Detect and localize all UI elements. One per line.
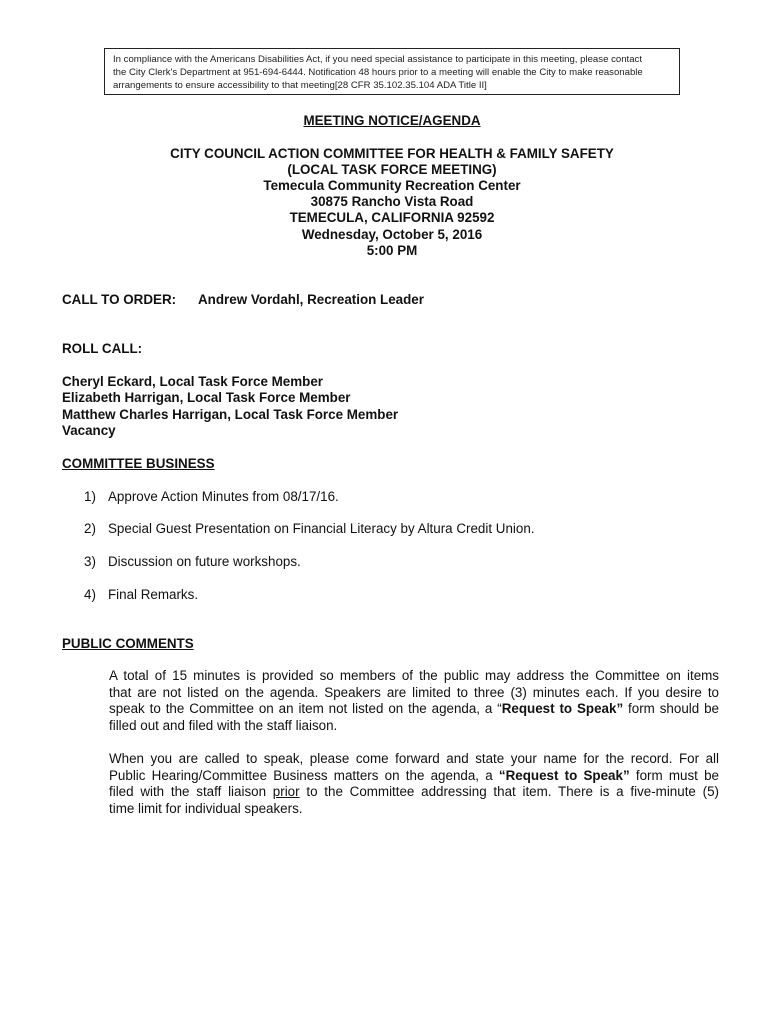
paragraph-text: filed with the staff liaison: [109, 784, 273, 800]
paragraph-text: form should be: [623, 701, 719, 717]
paragraph-line: A total of 15 minutes is provided so members of the public may address the Committee on items: [109, 668, 719, 683]
agenda-item: [84, 587, 198, 602]
agenda-item: [84, 521, 535, 536]
agenda-item: [84, 489, 339, 504]
agenda-item-text: Discussion on future workshops.: [108, 554, 301, 569]
header-line: Wednesday, October 5, 2016: [301, 227, 483, 242]
paragraph-text: to the Committee addressing that item. There is a five-minute (5): [299, 784, 719, 800]
document-title: MEETING NOTICE/AGENDA: [303, 113, 481, 128]
header-line: TEMECULA, CALIFORNIA 92592: [289, 210, 495, 225]
paragraph-line: time limit for individual speakers.: [109, 800, 303, 816]
agenda-item-number: 2): [84, 521, 96, 536]
paragraph-text: form must be: [629, 767, 719, 783]
paragraph-line: [109, 701, 719, 718]
ada-notice-line: arrangements to ensure accessibility to that meeting[28 CFR 35.102.35.104 ADA Title II]: [113, 80, 487, 91]
paragraph-line: [109, 768, 719, 785]
paragraph-line: filled out and filed with the staff liaison.: [109, 717, 338, 733]
agenda-item-number: 3): [84, 554, 96, 569]
ada-notice-line: the City Clerk's Department at 951-694-6444. Notification 48 hours prior to a meeting will enable the City to make reasonable: [113, 67, 643, 78]
paragraph-line: [109, 784, 719, 801]
roll-call-member: Elizabeth Harrigan, Local Task Force Member: [62, 390, 351, 405]
ada-notice-line: In compliance with the Americans Disabilities Act, if you need special assistance to participate in this meeting, please contact: [113, 54, 642, 65]
call-to-order-label: CALL TO ORDER:: [62, 292, 177, 307]
public-comments-heading: PUBLIC COMMENTS: [62, 636, 194, 651]
committee-business-heading: COMMITTEE BUSINESS: [62, 456, 215, 471]
paragraph-line: that are not listed on the agenda. Speakers are limited to three (3) minutes each. If you desire to: [109, 684, 719, 700]
ada-notice-box: [104, 48, 680, 95]
agenda-item: [84, 554, 301, 569]
agenda-item-number: 1): [84, 489, 96, 504]
agenda-item-number: 4): [84, 587, 96, 602]
header-line: Temecula Community Recreation Center: [263, 178, 521, 193]
header-line: (LOCAL TASK FORCE MEETING): [287, 162, 497, 177]
public-comments-paragraph-2: [109, 751, 719, 817]
paragraph-text: speak to the Committee on an item not listed on the agenda, a “: [109, 701, 502, 717]
roll-call-member: Cheryl Eckard, Local Task Force Member: [62, 374, 323, 389]
paragraph-line: When you are called to speak, please come forward and state your name for the record. For all: [109, 751, 719, 766]
agenda-item-text: Final Remarks.: [108, 587, 199, 602]
roll-call-member: Matthew Charles Harrigan, Local Task Force Member: [62, 407, 399, 422]
agenda-item-text: Approve Action Minutes from 08/17/16.: [108, 489, 339, 504]
header-line: 5:00 PM: [366, 243, 418, 258]
request-to-speak-term: Request to Speak”: [501, 701, 624, 717]
header-line: CITY COUNCIL ACTION COMMITTEE FOR HEALTH & FAMILY SAFETY: [170, 146, 614, 161]
call-to-order-value: Andrew Vordahl, Recreation Leader: [198, 292, 424, 307]
prior-emphasis: prior: [272, 784, 300, 800]
roll-call-label: ROLL CALL:: [62, 341, 143, 356]
agenda-item-text: Special Guest Presentation on Financial Literacy by Altura Credit Union.: [108, 521, 535, 536]
paragraph-text: Public Hearing/Committee Business matters on the agenda, a: [109, 767, 499, 783]
header-line: 30875 Rancho Vista Road: [310, 194, 474, 209]
roll-call-member: Vacancy: [62, 423, 116, 438]
request-to-speak-term: “Request to Speak”: [498, 767, 630, 783]
public-comments-paragraph-1: [109, 668, 719, 734]
